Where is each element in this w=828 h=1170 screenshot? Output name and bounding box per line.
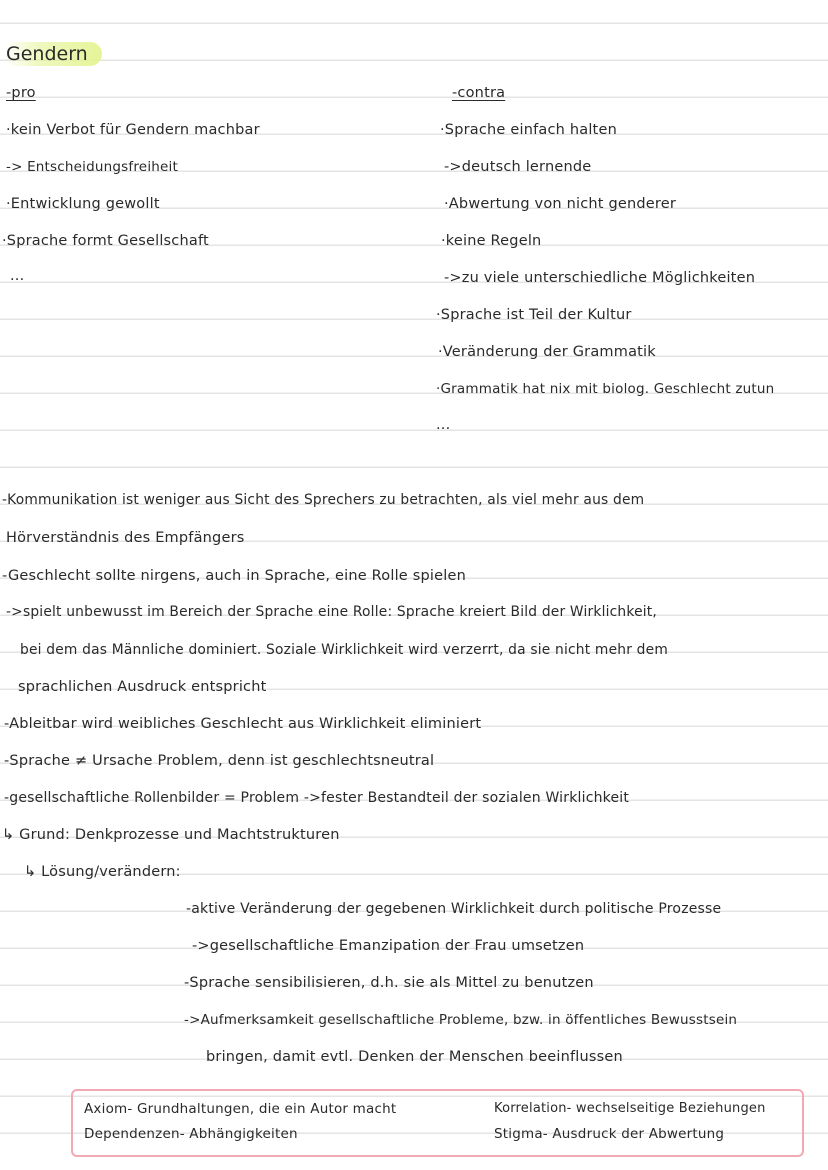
contra-item: ->deutsch lernende bbox=[444, 159, 592, 175]
contra-item: ·keine Regeln bbox=[441, 233, 542, 249]
pro-item: ·Sprache formt Gesellschaft bbox=[2, 233, 209, 249]
body-line: ->spielt unbewusst im Bereich der Sprache eine Rolle: Sprache kreiert Bild der Wirklichkeit, bbox=[6, 604, 657, 620]
contra-item: ·Sprache einfach halten bbox=[440, 122, 617, 138]
contra-item: ·Veränderung der Grammatik bbox=[438, 344, 656, 360]
body-line: ->Aufmerksamkeit gesellschaftliche Probleme, bzw. in öffentliches Bewusstsein bbox=[184, 1012, 738, 1028]
body-line: sprachlichen Ausdruck entspricht bbox=[18, 679, 267, 695]
pro-item: -> Entscheidungsfreiheit bbox=[6, 159, 178, 175]
glossary-item: Dependenzen- Abhängigkeiten bbox=[84, 1126, 298, 1142]
glossary-item: Korrelation- wechselseitige Beziehungen bbox=[494, 1101, 766, 1116]
contra-item: ·Grammatik hat nix mit biolog. Geschlecht zutun bbox=[436, 381, 775, 397]
body-line: -Sprache sensibilisieren, d.h. sie als Mittel zu benutzen bbox=[184, 975, 594, 991]
body-line: Hörverständnis des Empfängers bbox=[6, 530, 245, 546]
body-line: ->gesellschaftliche Emanzipation der Frau umsetzen bbox=[192, 938, 585, 954]
contra-item: ->zu viele unterschiedliche Möglichkeiten bbox=[444, 270, 756, 286]
pro-heading: -pro bbox=[6, 85, 36, 101]
glossary-item: Axiom- Grundhaltungen, die ein Autor macht bbox=[84, 1101, 397, 1117]
body-line: -gesellschaftliche Rollenbilder = Problem ->fester Bestandteil der sozialen Wirklichkeit bbox=[4, 790, 630, 806]
contra-item: ... bbox=[436, 417, 451, 433]
body-line: ↳ Grund: Denkprozesse und Machtstrukturen bbox=[2, 827, 340, 843]
body-line: -aktive Veränderung der gegebenen Wirklichkeit durch politische Prozesse bbox=[186, 901, 722, 917]
pro-item: ·kein Verbot für Gendern machbar bbox=[6, 122, 260, 138]
body-line: -Kommunikation ist weniger aus Sicht des Sprechers zu betrachten, als viel mehr aus dem bbox=[2, 492, 645, 508]
contra-heading: -contra bbox=[452, 85, 506, 101]
page-title: Gendern bbox=[4, 42, 102, 66]
body-line: -Geschlecht sollte nirgens, auch in Sprache, eine Rolle spielen bbox=[2, 568, 466, 584]
body-line: bringen, damit evtl. Denken der Menschen beeinflussen bbox=[206, 1049, 623, 1065]
contra-item: ·Sprache ist Teil der Kultur bbox=[436, 307, 632, 323]
glossary-item: Stigma- Ausdruck der Abwertung bbox=[494, 1126, 725, 1142]
body-line: ↳ Lösung/verändern: bbox=[24, 864, 181, 880]
body-line: bei dem das Männliche dominiert. Soziale Wirklichkeit wird verzerrt, da sie nicht mehr dem bbox=[20, 642, 668, 658]
contra-item: ·Abwertung von nicht genderer bbox=[444, 196, 677, 212]
pro-item: ·Entwicklung gewollt bbox=[6, 196, 160, 212]
body-line: -Ableitbar wird weibliches Geschlecht aus Wirklichkeit eliminiert bbox=[4, 716, 482, 732]
body-line: -Sprache ≠ Ursache Problem, denn ist geschlechtsneutral bbox=[4, 753, 435, 769]
pro-item: ... bbox=[10, 268, 25, 284]
